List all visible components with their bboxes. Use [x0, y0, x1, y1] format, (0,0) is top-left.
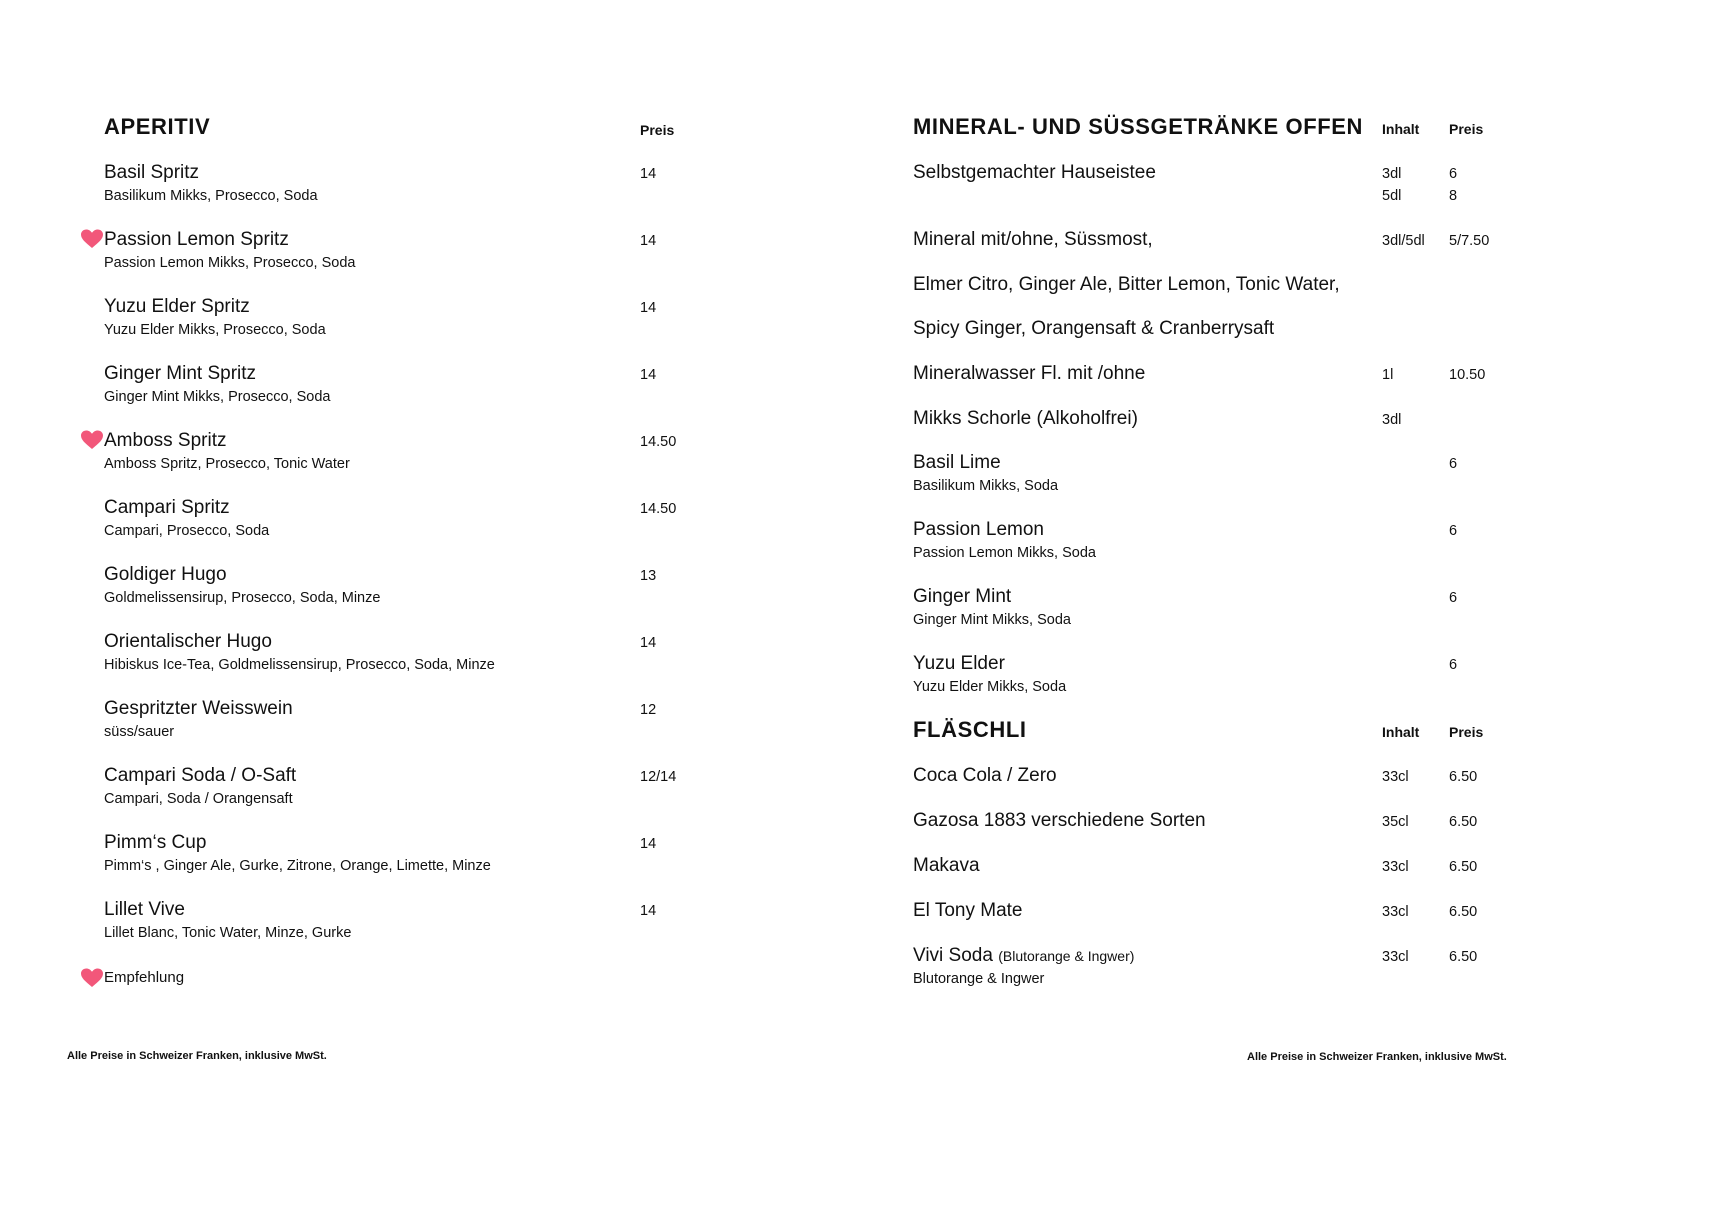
drink-content: 33cl — [1382, 904, 1409, 920]
drink-name: Mikks Schorle (Alkoholfrei) — [913, 408, 1138, 429]
drink-description: Ginger Mint Mikks, Soda — [913, 612, 1071, 628]
drink-name: Spicy Ginger, Orangensaft & Cranberrysaft — [913, 318, 1275, 339]
drink-name-text: Gazosa 1883 verschiedene Sorten — [913, 810, 1206, 831]
drink-price: 6 — [1449, 657, 1458, 673]
item-description: Ginger Mint Mikks, Prosecco, Soda — [104, 389, 331, 405]
item-name: Goldiger Hugo — [104, 564, 227, 585]
drink-content: 1l — [1382, 367, 1394, 383]
item-description: Passion Lemon Mikks, Prosecco, Soda — [104, 255, 356, 271]
drink-description: Blutorange & Ingwer — [913, 971, 1045, 987]
item-name: Campari Spritz — [104, 497, 230, 518]
drink-content: 35cl — [1382, 814, 1409, 830]
item-name: Passion Lemon Spritz — [104, 229, 289, 250]
drink-name: Selbstgemachter Hauseistee — [913, 162, 1156, 183]
heart-icon — [80, 229, 104, 249]
drink-content: 33cl — [1382, 769, 1409, 785]
item-name: Orientalischer Hugo — [104, 631, 272, 652]
drink-price: 10.50 — [1449, 367, 1486, 383]
left-page — [0, 0, 861, 1218]
heart-icon — [80, 430, 104, 450]
price-footnote: Alle Preise in Schweizer Franken, inklusive MwSt. — [1247, 1051, 1507, 1063]
drink-name-text: Makava — [913, 855, 980, 876]
item-price: 14 — [640, 836, 657, 852]
drink-content: 3dl/5dl — [1382, 233, 1425, 249]
heart-icon — [80, 968, 104, 988]
drink-price: 5/7.50 — [1449, 233, 1490, 249]
item-description: Pimm‘s , Ginger Ale, Gurke, Zitrone, Orange, Limette, Minze — [104, 858, 491, 874]
item-name: Campari Soda / O-Saft — [104, 765, 297, 786]
item-price: 14 — [640, 367, 657, 383]
item-description: süss/sauer — [104, 724, 175, 740]
item-name: Ginger Mint Spritz — [104, 363, 257, 384]
section-title-aperitiv: APERITIV — [104, 114, 211, 139]
item-description: Goldmelissensirup, Prosecco, Soda, Minze — [104, 590, 381, 606]
item-name: Lillet Vive — [104, 899, 185, 920]
section-title-mineral: MINERAL- UND SÜSSGETRÄNKE OFFEN — [913, 114, 1364, 139]
item-description: Lillet Blanc, Tonic Water, Minze, Gurke — [104, 925, 352, 941]
item-price: 13 — [640, 568, 657, 584]
drink-price: 6.50 — [1449, 814, 1478, 830]
drink-price: 6 — [1449, 523, 1458, 539]
content-column-header: Inhalt — [1382, 121, 1420, 137]
section-title-flaeschli: FLÄSCHLI — [913, 717, 1027, 742]
item-name: Pimm‘s Cup — [104, 832, 207, 853]
drink-description: Yuzu Elder Mikks, Soda — [913, 679, 1067, 695]
item-description: Campari, Prosecco, Soda — [104, 523, 270, 539]
item-name: Yuzu Elder Spritz — [104, 296, 250, 317]
drink-name: Ginger Mint — [913, 586, 1012, 607]
item-description: Basilikum Mikks, Prosecco, Soda — [104, 188, 318, 204]
drink-price: 6 — [1449, 166, 1458, 182]
drink-name: Mineralwasser Fl. mit /ohne — [913, 363, 1146, 384]
drink-name — [913, 900, 1022, 922]
item-name: Gespritzter Weisswein — [104, 698, 293, 719]
item-description: Campari, Soda / Orangensaft — [104, 791, 293, 807]
drink-price: 6.50 — [1449, 949, 1478, 965]
drink-name: Mineral mit/ohne, Süssmost, — [913, 229, 1153, 250]
drink-name: Basil Lime — [913, 452, 1001, 473]
drink-name: Passion Lemon — [913, 519, 1044, 540]
drink-description: Basilikum Mikks, Soda — [913, 478, 1059, 494]
drink-name — [913, 855, 980, 877]
drink-name — [913, 810, 1206, 832]
drink-content: 3dl — [1382, 166, 1402, 182]
drink-content: 5dl — [1382, 188, 1402, 204]
drink-price: 6.50 — [1449, 859, 1478, 875]
item-price: 14 — [640, 233, 657, 249]
content-column-header: Inhalt — [1382, 724, 1420, 740]
item-description: Yuzu Elder Mikks, Prosecco, Soda — [104, 322, 326, 338]
drink-price: 8 — [1449, 188, 1458, 204]
price-column-header: Preis — [1449, 121, 1484, 137]
item-description: Amboss Spritz, Prosecco, Tonic Water — [104, 456, 350, 472]
drink-name-note: (Blutorange & Ingwer) — [998, 948, 1135, 964]
recommendation-legend: Empfehlung — [104, 969, 185, 986]
item-price: 12 — [640, 702, 657, 718]
drink-description: Passion Lemon Mikks, Soda — [913, 545, 1096, 561]
drink-price: 6.50 — [1449, 904, 1478, 920]
item-name: Basil Spritz — [104, 162, 200, 183]
drink-name-text: Coca Cola / Zero — [913, 765, 1057, 786]
item-price: 14 — [640, 635, 657, 651]
drink-content: 3dl — [1382, 412, 1402, 428]
drink-content: 33cl — [1382, 949, 1409, 965]
item-description: Hibiskus Ice-Tea, Goldmelissensirup, Prosecco, Soda, Minze — [104, 657, 495, 673]
drink-name: Yuzu Elder — [913, 653, 1005, 674]
drink-price: 6 — [1449, 590, 1458, 606]
right-page — [861, 0, 1722, 1218]
item-price: 14 — [640, 166, 657, 182]
drink-name-text: El Tony Mate — [913, 900, 1023, 921]
item-price: 12/14 — [640, 769, 677, 785]
drink-name-text: Vivi Soda — [913, 945, 993, 966]
price-footnote: Alle Preise in Schweizer Franken, inklusive MwSt. — [67, 1050, 327, 1062]
drink-content: 33cl — [1382, 859, 1409, 875]
item-price: 14 — [640, 903, 657, 919]
price-column-header: Preis — [1449, 724, 1484, 740]
drink-price: 6.50 — [1449, 769, 1478, 785]
item-price: 14 — [640, 300, 657, 316]
drink-price: 6 — [1449, 456, 1458, 472]
drink-name — [913, 945, 1134, 967]
item-name: Amboss Spritz — [104, 430, 227, 451]
drink-name: Elmer Citro, Ginger Ale, Bitter Lemon, Tonic Water, — [913, 274, 1340, 295]
price-column-header: Preis — [640, 122, 675, 138]
item-price: 14.50 — [640, 501, 677, 517]
drink-name — [913, 765, 1057, 787]
item-price: 14.50 — [640, 434, 677, 450]
